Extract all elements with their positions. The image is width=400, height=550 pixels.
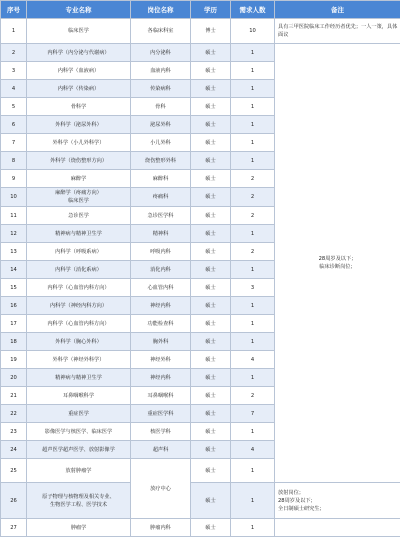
major-cell: 内科学（呼吸系病） bbox=[27, 243, 131, 261]
major-cell: 内科学（血液病） bbox=[27, 62, 131, 80]
post-cell: 麻醉科 bbox=[131, 170, 191, 188]
education-cell: 硕士 bbox=[191, 80, 231, 98]
count-cell: 2 bbox=[231, 207, 275, 225]
education-cell: 硕士 bbox=[191, 405, 231, 423]
post-cell: 骨科 bbox=[131, 98, 191, 116]
count-cell: 1 bbox=[231, 152, 275, 170]
count-cell: 1 bbox=[231, 297, 275, 315]
post-cell: 内分泌科 bbox=[131, 44, 191, 62]
major-cell: 内科学（消化系病） bbox=[27, 261, 131, 279]
major-cell: 内科学（心血管内科方向） bbox=[27, 279, 131, 297]
row-number: 4 bbox=[1, 80, 27, 98]
education-cell: 硕士 bbox=[191, 98, 231, 116]
remarks-cell: 28周岁及以下； 临床诊断岗位； bbox=[275, 44, 400, 483]
count-cell: 1 bbox=[231, 98, 275, 116]
post-cell: 精神科 bbox=[131, 225, 191, 243]
education-cell: 硕士 bbox=[191, 333, 231, 351]
post-cell: 呼吸内科 bbox=[131, 243, 191, 261]
count-cell: 1 bbox=[231, 519, 275, 537]
count-cell: 1 bbox=[231, 483, 275, 519]
row-number: 19 bbox=[1, 351, 27, 369]
header-row bbox=[1, 1, 400, 19]
remarks-cell: 放射岗位； 28周岁及以下； 全日制硕士研究生； bbox=[275, 483, 400, 519]
post-cell: 烧伤整形外科 bbox=[131, 152, 191, 170]
major-cell: 影像医学与核医学、临床医学 bbox=[27, 423, 131, 441]
row-number: 9 bbox=[1, 170, 27, 188]
row-number: 1 bbox=[1, 19, 27, 44]
post-cell: 耳鼻咽喉科 bbox=[131, 387, 191, 405]
row-number: 3 bbox=[1, 62, 27, 80]
count-cell: 2 bbox=[231, 243, 275, 261]
post-cell: 神经内科 bbox=[131, 369, 191, 387]
education-cell: 博士 bbox=[191, 19, 231, 44]
count-cell: 2 bbox=[231, 387, 275, 405]
education-cell: 硕士 bbox=[191, 423, 231, 441]
header-post: 岗位名称 bbox=[131, 1, 191, 19]
education-cell: 硕士 bbox=[191, 519, 231, 537]
education-cell: 硕士 bbox=[191, 225, 231, 243]
row-number: 23 bbox=[1, 423, 27, 441]
header-remarks: 备注 bbox=[275, 1, 400, 19]
count-cell: 1 bbox=[231, 44, 275, 62]
row-number: 11 bbox=[1, 207, 27, 225]
row-number: 10 bbox=[1, 188, 27, 207]
major-cell: 外科学（胸心外科） bbox=[27, 333, 131, 351]
major-cell: 内科学（心血管内科方向） bbox=[27, 315, 131, 333]
row-number: 13 bbox=[1, 243, 27, 261]
count-cell: 2 bbox=[231, 170, 275, 188]
row-number: 27 bbox=[1, 519, 27, 537]
major-cell: 麻醉学（疼痛方向） 临床医学 bbox=[27, 188, 131, 207]
count-cell: 1 bbox=[231, 459, 275, 483]
post-cell: 心血管内科 bbox=[131, 279, 191, 297]
post-cell: 传染病科 bbox=[131, 80, 191, 98]
count-cell: 1 bbox=[231, 369, 275, 387]
row-number: 24 bbox=[1, 441, 27, 459]
education-cell: 硕士 bbox=[191, 116, 231, 134]
post-cell: 胸外科 bbox=[131, 333, 191, 351]
row-number: 25 bbox=[1, 459, 27, 483]
post-cell: 肿瘤内科 bbox=[131, 519, 191, 537]
major-cell: 内科学（传染病） bbox=[27, 80, 131, 98]
count-cell: 10 bbox=[231, 19, 275, 44]
major-cell: 耳鼻咽喉科学 bbox=[27, 387, 131, 405]
row-number: 17 bbox=[1, 315, 27, 333]
education-cell: 硕士 bbox=[191, 207, 231, 225]
post-cell: 小儿外科 bbox=[131, 134, 191, 152]
major-cell: 内科学（内分泌与代谢病） bbox=[27, 44, 131, 62]
table-row bbox=[1, 19, 400, 44]
major-cell: 外科学（烧伤整形方向） bbox=[27, 152, 131, 170]
header-no: 序号 bbox=[1, 1, 27, 19]
education-cell: 硕士 bbox=[191, 279, 231, 297]
row-number: 16 bbox=[1, 297, 27, 315]
education-cell: 硕士 bbox=[191, 369, 231, 387]
row-number: 22 bbox=[1, 405, 27, 423]
post-cell: 重症医学科 bbox=[131, 405, 191, 423]
education-cell: 硕士 bbox=[191, 261, 231, 279]
count-cell: 1 bbox=[231, 333, 275, 351]
row-number: 5 bbox=[1, 98, 27, 116]
count-cell: 1 bbox=[231, 315, 275, 333]
education-cell: 硕士 bbox=[191, 297, 231, 315]
post-cell: 急诊医学科 bbox=[131, 207, 191, 225]
education-cell: 硕士 bbox=[191, 483, 231, 519]
major-cell: 外科学（泌尿外科） bbox=[27, 116, 131, 134]
row-number: 20 bbox=[1, 369, 27, 387]
count-cell: 1 bbox=[231, 134, 275, 152]
education-cell: 硕士 bbox=[191, 441, 231, 459]
count-cell: 7 bbox=[231, 405, 275, 423]
education-cell: 硕士 bbox=[191, 44, 231, 62]
count-cell: 1 bbox=[231, 225, 275, 243]
count-cell: 1 bbox=[231, 423, 275, 441]
major-cell: 外科学（神经外科学） bbox=[27, 351, 131, 369]
table-row bbox=[1, 44, 400, 62]
count-cell: 4 bbox=[231, 441, 275, 459]
post-cell: 各临床科室 bbox=[131, 19, 191, 44]
post-cell: 超声科 bbox=[131, 441, 191, 459]
education-cell: 硕士 bbox=[191, 243, 231, 261]
post-cell: 疼痛科 bbox=[131, 188, 191, 207]
count-cell: 1 bbox=[231, 80, 275, 98]
education-cell: 硕士 bbox=[191, 351, 231, 369]
remarks-cell: 具有三甲医院临床工作经历者优先；一人一策，具体面议 bbox=[275, 19, 400, 44]
table-row bbox=[1, 483, 400, 519]
count-cell: 3 bbox=[231, 279, 275, 297]
count-cell: 1 bbox=[231, 62, 275, 80]
header-count: 需求人数 bbox=[231, 1, 275, 19]
post-cell: 神经外科 bbox=[131, 351, 191, 369]
post-cell: 功能检查科 bbox=[131, 315, 191, 333]
count-cell: 4 bbox=[231, 351, 275, 369]
major-cell: 放射肿瘤学 bbox=[27, 459, 131, 483]
post-cell: 神经内科 bbox=[131, 297, 191, 315]
count-cell: 1 bbox=[231, 261, 275, 279]
education-cell: 硕士 bbox=[191, 152, 231, 170]
post-cell: 放疗中心 bbox=[131, 459, 191, 519]
major-cell: 骨科学 bbox=[27, 98, 131, 116]
education-cell: 硕士 bbox=[191, 315, 231, 333]
row-number: 18 bbox=[1, 333, 27, 351]
major-cell: 麻醉学 bbox=[27, 170, 131, 188]
major-cell: 重症医学 bbox=[27, 405, 131, 423]
row-number: 26 bbox=[1, 483, 27, 519]
row-number: 15 bbox=[1, 279, 27, 297]
count-cell: 1 bbox=[231, 116, 275, 134]
header-major: 专业名称 bbox=[27, 1, 131, 19]
row-number: 8 bbox=[1, 152, 27, 170]
row-number: 7 bbox=[1, 134, 27, 152]
major-cell: 内科学（神经内科方向） bbox=[27, 297, 131, 315]
major-cell: 超声医学超声医学、放射影像学 bbox=[27, 441, 131, 459]
education-cell: 硕士 bbox=[191, 62, 231, 80]
major-cell: 原子物理与核物理及相关专业、 生物医学工程、医学技术 bbox=[27, 483, 131, 519]
row-number: 14 bbox=[1, 261, 27, 279]
major-cell: 精神病与精神卫生学 bbox=[27, 225, 131, 243]
education-cell: 硕士 bbox=[191, 387, 231, 405]
row-number: 12 bbox=[1, 225, 27, 243]
post-cell: 泌尿外科 bbox=[131, 116, 191, 134]
row-number: 21 bbox=[1, 387, 27, 405]
major-cell: 急诊医学 bbox=[27, 207, 131, 225]
post-cell: 血液内科 bbox=[131, 62, 191, 80]
major-cell: 肿瘤学 bbox=[27, 519, 131, 537]
education-cell: 硕士 bbox=[191, 134, 231, 152]
row-number: 2 bbox=[1, 44, 27, 62]
header-education: 学历 bbox=[191, 1, 231, 19]
row-number: 6 bbox=[1, 116, 27, 134]
education-cell: 硕士 bbox=[191, 188, 231, 207]
post-cell: 消化内科 bbox=[131, 261, 191, 279]
count-cell: 2 bbox=[231, 188, 275, 207]
table-body bbox=[1, 19, 400, 537]
post-cell: 核医学科 bbox=[131, 423, 191, 441]
education-cell: 硕士 bbox=[191, 170, 231, 188]
remarks-cell bbox=[275, 519, 400, 537]
major-cell: 临床医学 bbox=[27, 19, 131, 44]
major-cell: 精神病与精神卫生学 bbox=[27, 369, 131, 387]
major-cell: 外科学（小儿外科学） bbox=[27, 134, 131, 152]
education-cell: 硕士 bbox=[191, 459, 231, 483]
table-row bbox=[1, 519, 400, 537]
